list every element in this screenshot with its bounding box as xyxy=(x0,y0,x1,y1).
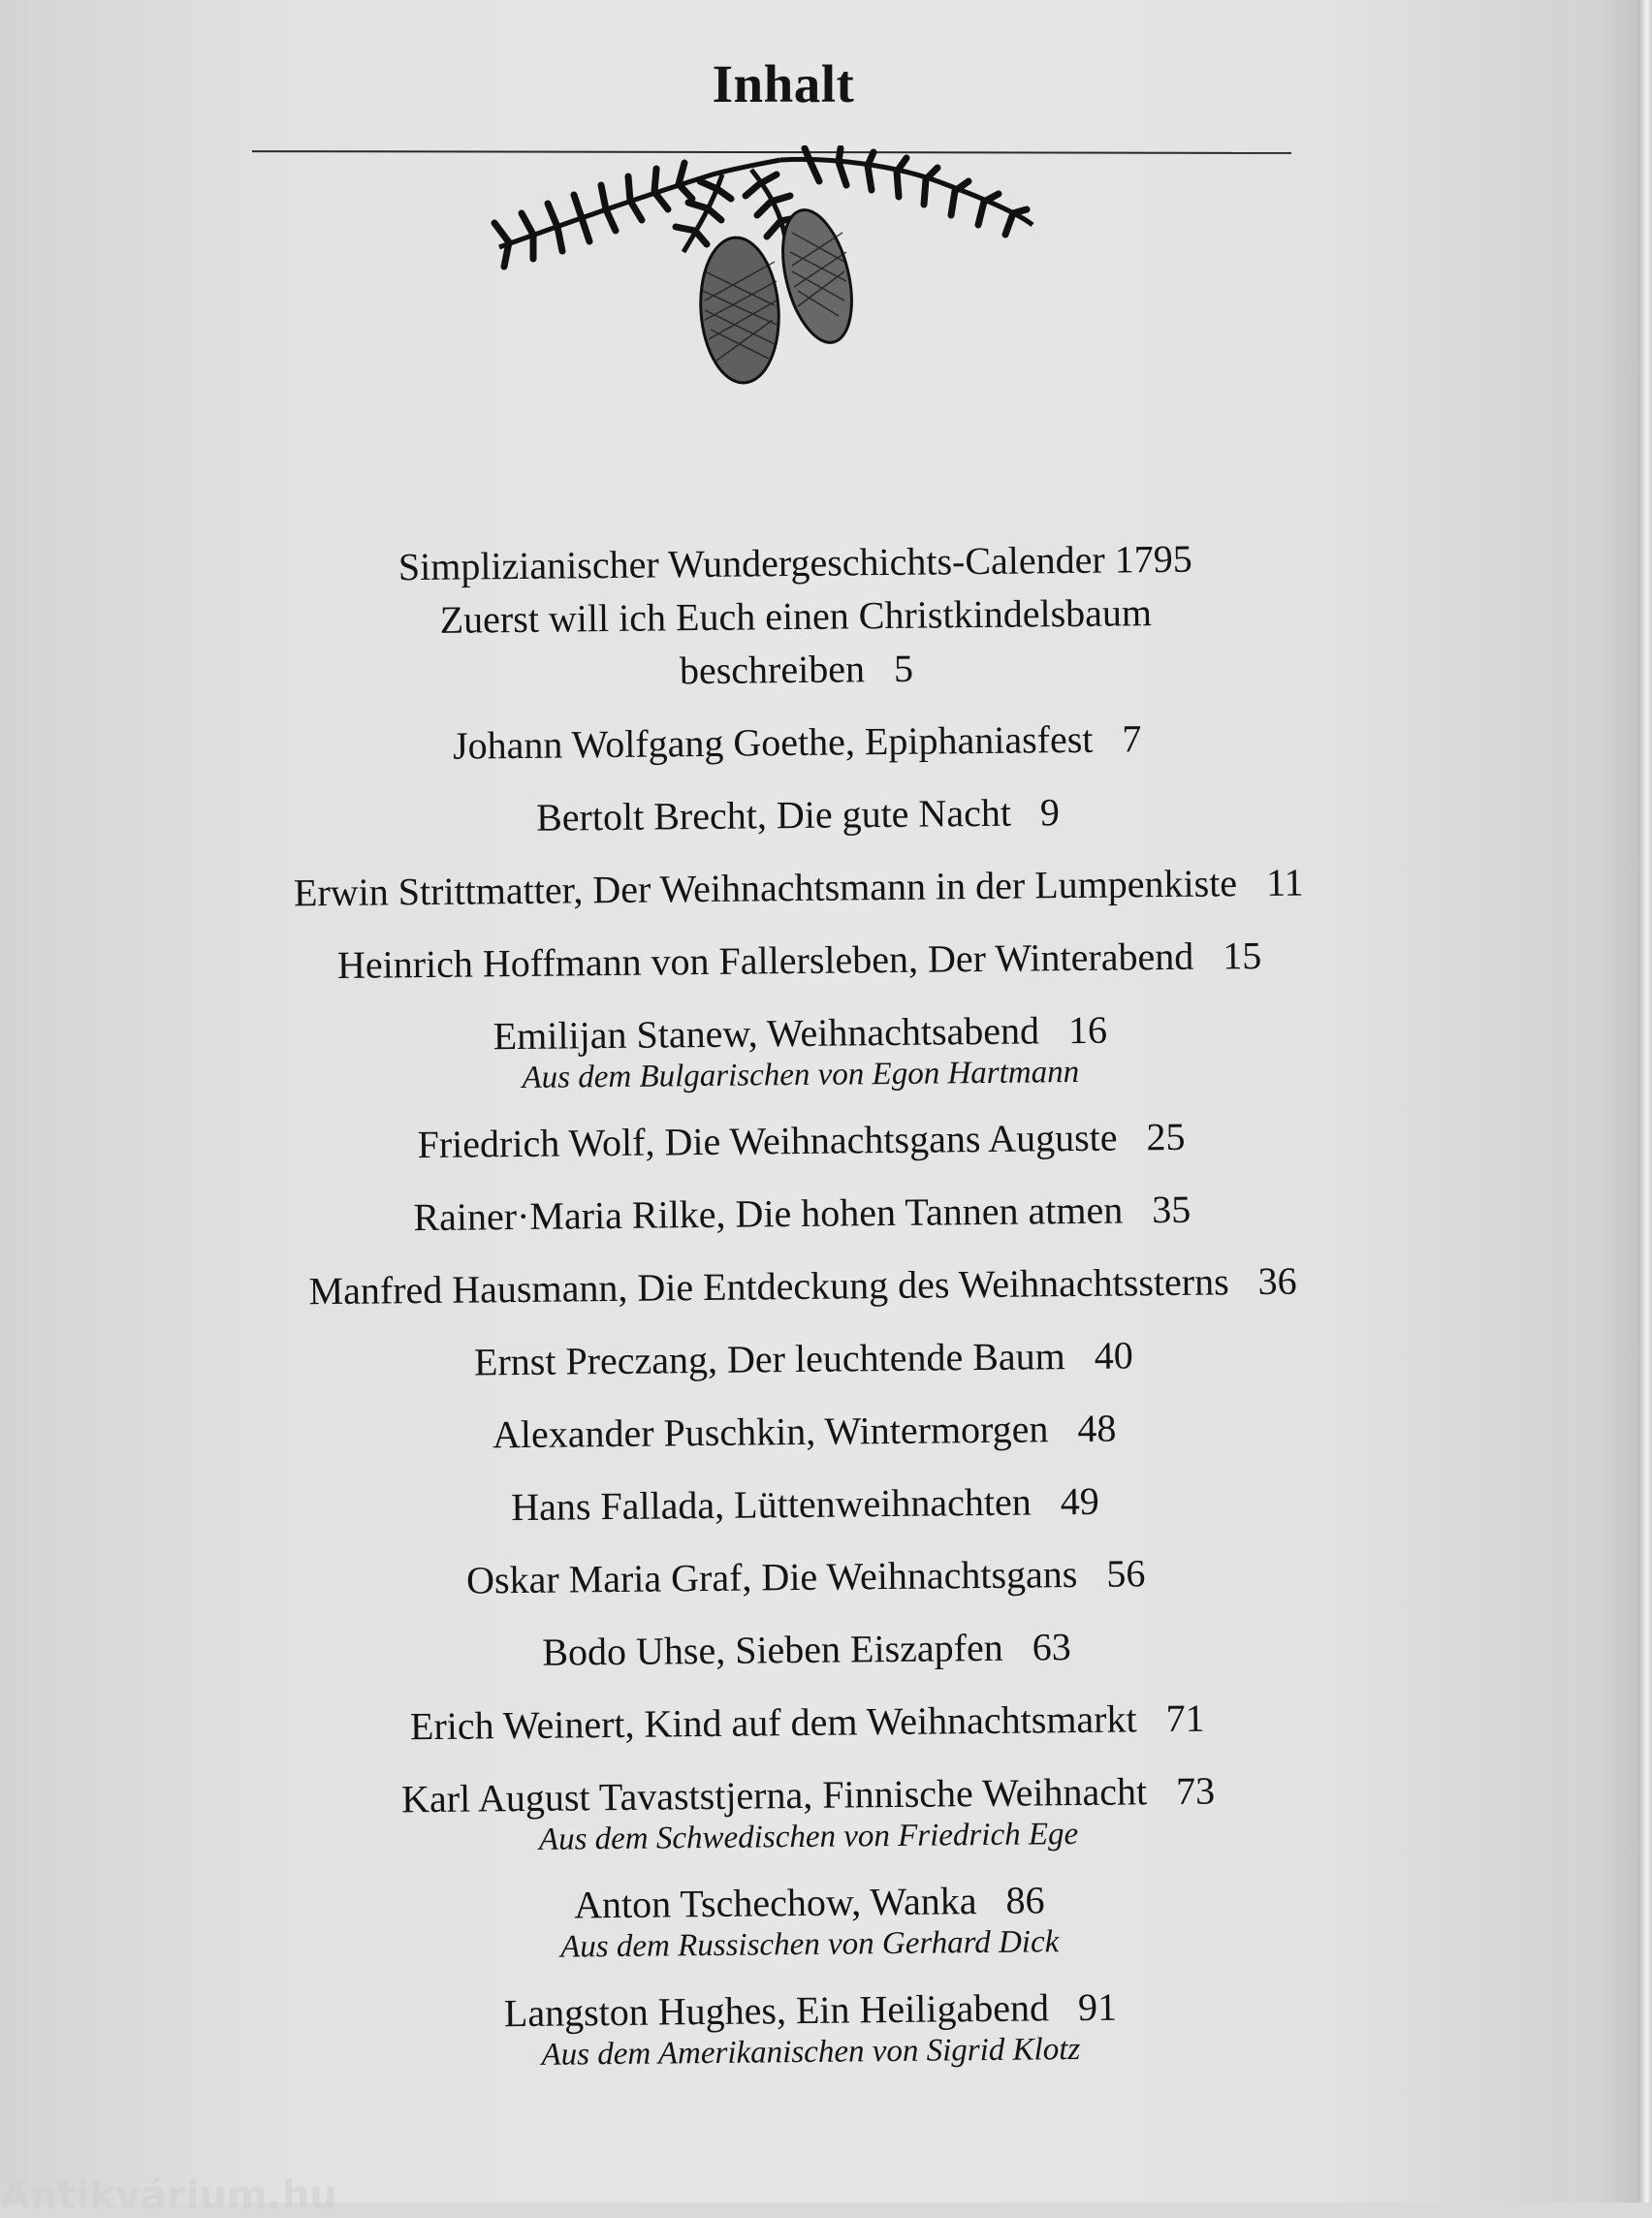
entry-title: Friedrich Wolf, Die Weihnachtsgans Auguste xyxy=(417,1115,1118,1167)
toc-entry xyxy=(132,1107,1471,1174)
page-number: 36 xyxy=(1257,1258,1297,1304)
entry-line: beschreiben xyxy=(679,647,866,693)
entry-title: Karl August Tavaststjerna, Finnische Weihnacht xyxy=(400,1769,1148,1822)
toc-entry xyxy=(135,1325,1474,1392)
entry-title: Langston Hughes, Ein Heiligabend xyxy=(503,1985,1050,2036)
page-number: 91 xyxy=(1077,1984,1118,2030)
toc-entry xyxy=(138,1616,1477,1683)
toc-entry xyxy=(136,1471,1475,1537)
entry-title: Erwin Strittmatter, Der Weihnachtsmann in der Lumpenkiste xyxy=(293,861,1238,915)
page-number: 73 xyxy=(1175,1768,1216,1813)
entry-title: Heinrich Hoffmann von Fallersleben, Der Winterabend xyxy=(336,934,1194,987)
translator-note: Aus dem Schwedischen von Friedrich Ege xyxy=(538,1817,1079,1857)
page-number: 49 xyxy=(1060,1478,1099,1524)
entry-title: Anton Tschechow, Wanka xyxy=(573,1879,977,1927)
page-number: 56 xyxy=(1106,1551,1146,1596)
toc-entry xyxy=(139,1761,1477,1863)
entry-title: Erich Weinert, Kind auf dem Weihnachtsmarkt xyxy=(409,1696,1137,1749)
toc-entry xyxy=(129,781,1468,848)
page-title: Inhalt xyxy=(712,54,855,113)
toc-entry xyxy=(135,1398,1474,1465)
table-of-contents xyxy=(126,529,1480,2098)
entry-title: Rainer·Maria Rilke, Die hohen Tannen atmen xyxy=(413,1188,1124,1240)
toc-entry xyxy=(139,1689,1477,1756)
page-number: 16 xyxy=(1067,1007,1108,1053)
page-edge xyxy=(1638,0,1652,2202)
toc-entry xyxy=(141,1869,1479,1971)
pine-branch-ornament xyxy=(490,145,1042,402)
toc-entry xyxy=(130,927,1469,994)
translator-note: Aus dem Bulgarischen von Egon Hartmann xyxy=(522,1054,1080,1095)
page-number: 35 xyxy=(1151,1187,1191,1232)
page-number: 25 xyxy=(1146,1114,1186,1159)
toc-entry xyxy=(128,709,1467,776)
entry-title: Johann Wolfgang Goethe, Epiphaniasfest xyxy=(452,716,1094,768)
translator-note: Aus dem Russischen von Gerhard Dick xyxy=(559,1924,1060,1965)
translator-note: Aus dem Amerikanischen von Sigrid Klotz xyxy=(541,2032,1081,2073)
page-number: 11 xyxy=(1265,860,1304,904)
entry-line: Zuerst will ich Euch einen Christkindelsbaum xyxy=(439,590,1153,642)
toc-entry xyxy=(134,1252,1473,1319)
entry-title: Ernst Preczang, Der leuchtende Baum xyxy=(473,1334,1065,1384)
page-number: 40 xyxy=(1094,1333,1133,1378)
toc-entry xyxy=(131,999,1470,1101)
page-number: 63 xyxy=(1032,1625,1071,1669)
page-number: 71 xyxy=(1165,1695,1205,1741)
entry-title: Manfred Hausmann, Die Entdeckung des Weihnachtssterns xyxy=(308,1259,1229,1314)
page-number: 5 xyxy=(893,646,914,690)
watermark: Antikvárium.hu xyxy=(0,2173,337,2218)
entry-title: Bodo Uhse, Sieben Eiszapfen xyxy=(542,1625,1003,1674)
entry-title: Hans Fallada, Lüttenweihnachten xyxy=(510,1479,1032,1530)
toc-entry xyxy=(142,1977,1480,2078)
page-number: 86 xyxy=(1005,1878,1045,1922)
entry-title: Alexander Puschkin, Wintermorgen xyxy=(492,1407,1049,1457)
page-number: 7 xyxy=(1122,716,1142,761)
toc-entry xyxy=(126,529,1466,703)
toc-entry xyxy=(137,1543,1476,1610)
page-number: 9 xyxy=(1039,790,1061,835)
entry-line: Simplizianischer Wundergeschichts-Calender 1795 xyxy=(397,536,1192,589)
page-number: 15 xyxy=(1222,933,1262,978)
page-number: 48 xyxy=(1077,1406,1117,1450)
entry-title: Bertolt Brecht, Die gute Nacht xyxy=(535,790,1012,840)
toc-entry xyxy=(133,1180,1472,1247)
entry-title: Emilijan Stanew, Weihnachtsabend xyxy=(492,1008,1040,1059)
toc-entry xyxy=(130,854,1469,921)
entry-title: Oskar Maria Graf, Die Weihnachtsgans xyxy=(465,1552,1078,1602)
